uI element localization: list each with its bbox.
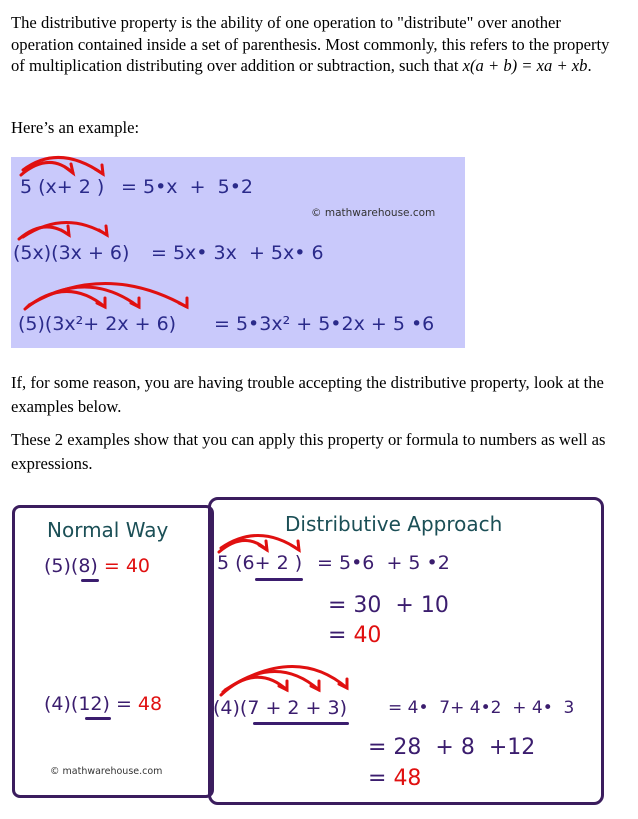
dist-ex2-result-eq: = bbox=[368, 766, 394, 791]
dist-ex2-result-line bbox=[368, 766, 421, 791]
panel-copyright: © mathwarehouse.com bbox=[311, 207, 436, 219]
intro-text: The distributive property is the ability of one operation to "distribute" over another operation contained inside a set of parenthesis. Most commonly, this refers to the property of multiplication distributing over addition or subtraction, such that bbox=[11, 13, 610, 76]
distributive-approach-box bbox=[208, 497, 604, 805]
panel-eq2-left: (5x)(3x + 6) bbox=[13, 242, 130, 264]
panel-eq2-right: = 5x• 3x + 5x• 6 bbox=[151, 242, 324, 264]
distributive-title: Distributive Approach bbox=[285, 512, 503, 536]
dist-ex1-result: 40 bbox=[353, 623, 382, 648]
intro-formula: x(a + b) = xa + xb bbox=[462, 56, 588, 76]
normal-way-box bbox=[12, 505, 214, 798]
normal-ex1-result: 40 bbox=[125, 555, 151, 577]
normal-ex1-eq: = bbox=[97, 555, 126, 577]
dist-ex2-result: 48 bbox=[393, 766, 422, 791]
dist-ex1-left: 5 (6+ 2 ) bbox=[217, 552, 303, 574]
dist-ex2-right: = 4• 7+ 4•2 + 4• 3 bbox=[388, 698, 575, 718]
normal-way-title: Normal Way bbox=[47, 518, 169, 542]
dist-ex1-result-line bbox=[328, 623, 381, 648]
examples-paragraph: These 2 examples show that you can apply this property or formula to numbers as well as expressions. bbox=[11, 430, 606, 473]
intro-period: . bbox=[587, 56, 592, 76]
dist-ex2-left: (4)(7 + 2 + 3) bbox=[213, 697, 348, 719]
dist-ex2-step: = 28 + 8 +12 bbox=[368, 735, 536, 760]
dist-ex1-result-eq: = bbox=[328, 623, 354, 648]
panel-eq3-right: = 5•3x² + 5•2x + 5 •6 bbox=[214, 313, 435, 335]
dist-ex1-step: = 30 + 10 bbox=[328, 593, 449, 618]
dist-ex2-underline bbox=[253, 722, 349, 725]
normal-ex2-eq: = bbox=[109, 693, 138, 715]
intro-paragraph bbox=[11, 12, 621, 77]
normal-ex1-left: (5)(8) bbox=[44, 555, 98, 577]
example-label: Here’s an example: bbox=[11, 118, 140, 137]
normal-ex1 bbox=[44, 555, 150, 577]
normal-way-copyright: © mathwarehouse.com bbox=[50, 766, 163, 777]
normal-ex1-underline bbox=[81, 579, 99, 582]
normal-ex2-left: (4)(12) bbox=[44, 693, 110, 715]
normal-ex2 bbox=[44, 693, 162, 715]
normal-ex2-underline bbox=[85, 717, 111, 720]
trouble-paragraph: If, for some reason, you are having trouble accepting the distributive property, look at the examples below. bbox=[11, 373, 604, 416]
normal-ex2-result: 48 bbox=[137, 693, 163, 715]
panel-eq1-right: = 5•x + 5•2 bbox=[115, 176, 254, 198]
panel-eq3-left: (5)(3x²+ 2x + 6) bbox=[18, 313, 177, 335]
dist-ex1-right: = 5•6 + 5 •2 bbox=[311, 552, 450, 574]
panel-eq1-left: 5 (x+ 2 ) bbox=[20, 176, 105, 198]
example-panel bbox=[11, 157, 465, 348]
dist-ex1-underline bbox=[255, 578, 303, 581]
